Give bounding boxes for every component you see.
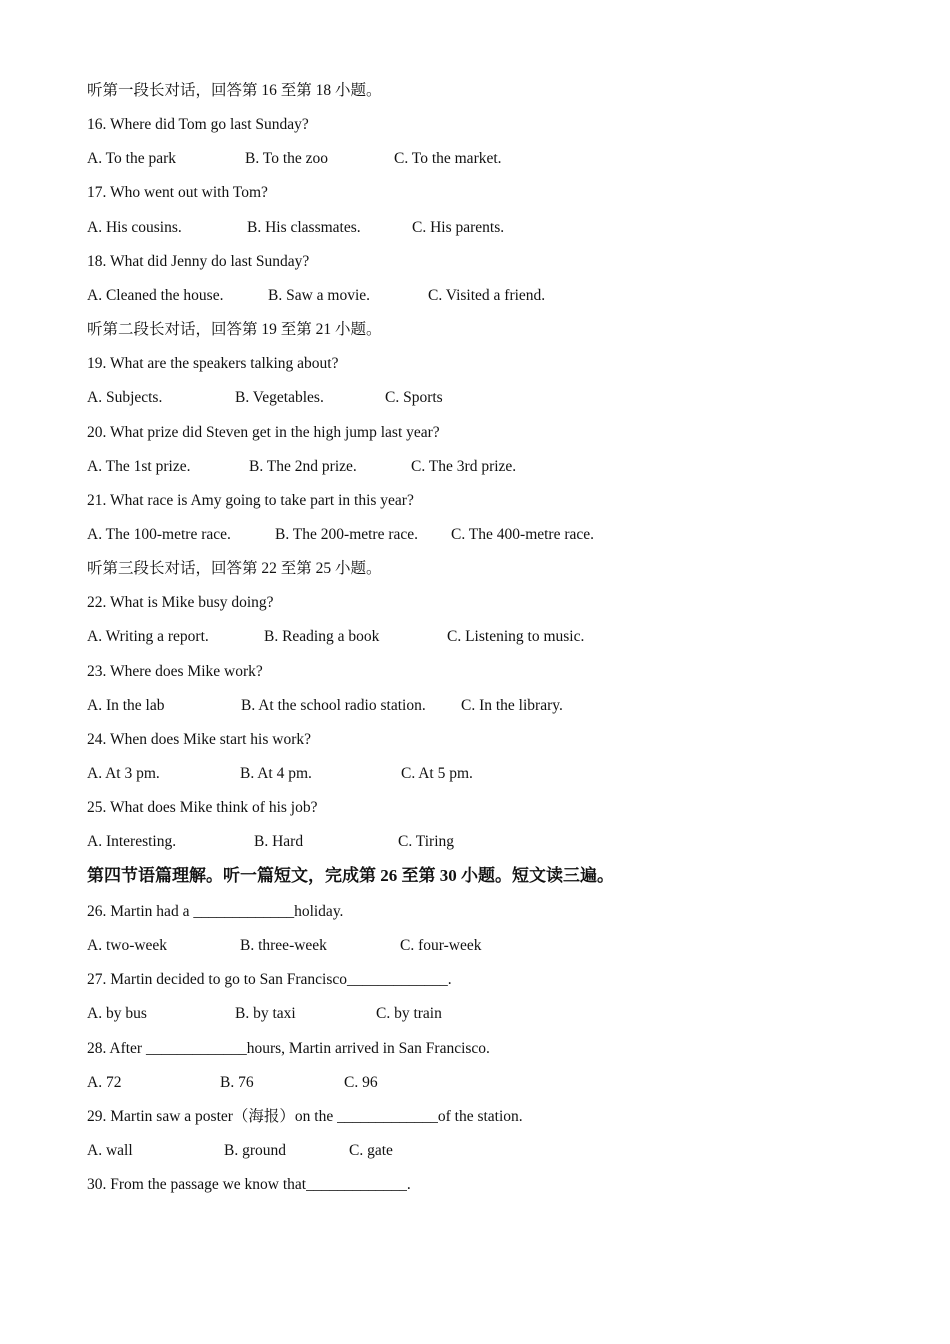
option-b: B. Saw a movie. xyxy=(268,287,371,304)
option-c: C. To the market. xyxy=(394,150,502,167)
option-b: B. Vegetables. xyxy=(235,389,324,406)
option-c: C. Visited a friend. xyxy=(428,287,546,304)
section-heading-part1: 听第一段长对话，回答第 16 至第 18 小题。 xyxy=(87,82,382,99)
option-c: C. His parents. xyxy=(412,219,505,236)
question-18-stem: 18. What did Jenny do last Sunday? xyxy=(87,253,310,270)
option-a: A. wall xyxy=(87,1142,133,1159)
option-b: B. Hard xyxy=(254,833,304,850)
option-b: B. Reading a book xyxy=(264,628,380,645)
option-c: C. gate xyxy=(349,1142,393,1159)
question-29-stem: 29. Martin saw a poster（海报）on the _____________of the station. xyxy=(87,1108,523,1125)
option-c: C. The 3rd prize. xyxy=(411,458,517,475)
option-a: A. In the lab xyxy=(87,697,165,714)
section-heading-part4: 第四节语篇理解。听一篇短文，完成第 26 至第 30 小题。短文读三遍。 xyxy=(87,866,614,885)
option-a: A. Cleaned the house. xyxy=(87,287,224,304)
option-c: C. The 400-metre race. xyxy=(451,526,595,543)
question-26-stem: 26. Martin had a _____________holiday. xyxy=(87,903,344,920)
question-30-stem: 30. From the passage we know that_____________. xyxy=(87,1176,411,1193)
question-16-stem: 16. Where did Tom go last Sunday? xyxy=(87,116,309,133)
option-c: C. Sports xyxy=(385,389,443,406)
option-c: C. At 5 pm. xyxy=(401,765,473,782)
option-a: A. Subjects. xyxy=(87,389,163,406)
option-c: C. Listening to music. xyxy=(447,628,585,645)
option-b: B. by taxi xyxy=(235,1005,296,1022)
option-b: B. At the school radio station. xyxy=(241,697,426,714)
option-b: B. The 200-metre race. xyxy=(275,526,419,543)
question-27-stem: 27. Martin decided to go to San Francisco_____________. xyxy=(87,971,452,988)
option-a: A. To the park xyxy=(87,150,177,167)
question-22-stem: 22. What is Mike busy doing? xyxy=(87,594,274,611)
question-28-stem: 28. After _____________hours, Martin arrived in San Francisco. xyxy=(87,1040,490,1057)
option-a: A. Interesting. xyxy=(87,833,177,850)
option-b: B. To the zoo xyxy=(245,150,329,167)
option-a: A. At 3 pm. xyxy=(87,765,160,782)
option-c: C. In the library. xyxy=(461,697,563,714)
question-19-stem: 19. What are the speakers talking about? xyxy=(87,355,339,372)
option-c: C. four-week xyxy=(400,937,482,954)
question-23-stem: 23. Where does Mike work? xyxy=(87,663,263,680)
option-b: B. His classmates. xyxy=(247,219,361,236)
option-b: B. 76 xyxy=(220,1074,254,1091)
option-a: A. by bus xyxy=(87,1005,147,1022)
question-24-stem: 24. When does Mike start his work? xyxy=(87,731,311,748)
option-b: B. three-week xyxy=(240,937,327,954)
option-c: C. by train xyxy=(376,1005,442,1022)
section-heading-part3: 听第三段长对话，回答第 22 至第 25 小题。 xyxy=(87,560,382,577)
option-a: A. His cousins. xyxy=(87,219,182,236)
question-21-stem: 21. What race is Amy going to take part in this year? xyxy=(87,492,414,509)
question-20-stem: 20. What prize did Steven get in the high jump last year? xyxy=(87,424,440,441)
section-heading-part2: 听第二段长对话，回答第 19 至第 21 小题。 xyxy=(87,321,382,338)
option-b: B. At 4 pm. xyxy=(240,765,312,782)
option-a: A. Writing a report. xyxy=(87,628,209,645)
option-c: C. Tiring xyxy=(398,833,455,850)
option-b: B. ground xyxy=(224,1142,286,1159)
option-a: A. two-week xyxy=(87,937,168,954)
option-c: C. 96 xyxy=(344,1074,378,1091)
question-17-stem: 17. Who went out with Tom? xyxy=(87,184,268,201)
option-a: A. 72 xyxy=(87,1074,122,1091)
option-a: A. The 100-metre race. xyxy=(87,526,231,543)
option-a: A. The 1st prize. xyxy=(87,458,191,475)
option-b: B. The 2nd prize. xyxy=(249,458,357,475)
question-25-stem: 25. What does Mike think of his job? xyxy=(87,799,318,816)
